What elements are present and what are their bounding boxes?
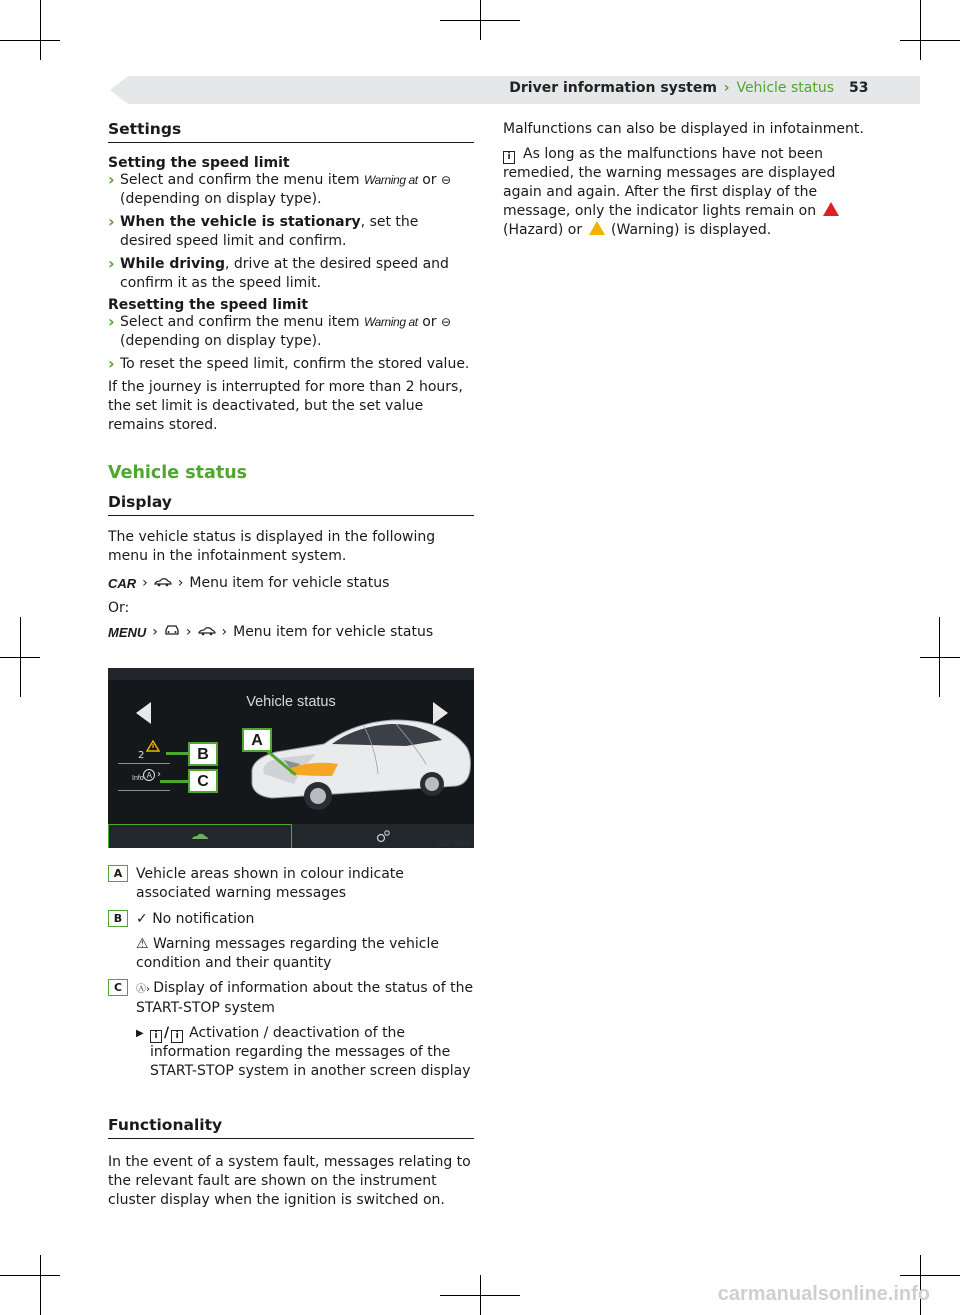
page-number: 53 <box>849 80 869 96</box>
set-limit-title: Setting the speed limit <box>108 155 290 171</box>
settings-note: If the journey is interrupted for more than 2 hours, the set limit is deactivated, but the set value remains stored. <box>108 379 463 433</box>
display-intro: The vehicle status is displayed in the following menu in the infotainment system. <box>108 529 436 564</box>
legend-c-line1-text: Display of information about the status of the START-STOP system <box>136 980 474 1016</box>
step-bold: While driving <box>120 256 226 272</box>
crop-mark <box>920 0 921 60</box>
screen-title: Vehicle status <box>246 694 336 710</box>
set-limit-step-1 <box>108 171 474 209</box>
path-arrow: › <box>221 624 228 640</box>
watermark: carmanualsonline.info <box>717 1283 930 1305</box>
menu-path-1 <box>108 575 474 591</box>
callout-b: B <box>188 742 218 766</box>
step-text: , drive at the desired speed and confirm it as the speed limit. <box>120 256 449 291</box>
step-text: Select and confirm the menu item <box>120 172 364 188</box>
speed-limit-icon: ⊖ <box>440 173 452 187</box>
breadcrumb <box>509 80 834 96</box>
crop-mark <box>900 40 960 41</box>
reset-limit-step-2 <box>108 355 474 374</box>
crop-mark <box>0 40 60 41</box>
or-label: Or: <box>108 600 130 616</box>
screen-status-strip <box>108 668 474 680</box>
step-text: To reset the speed limit, confirm the stored value. <box>120 356 470 372</box>
warning-indicator[interactable] <box>138 740 172 762</box>
legend-b-line1 <box>136 910 474 929</box>
previous-arrow-icon[interactable] <box>136 702 151 724</box>
set-limit-step-2 <box>108 213 474 251</box>
crop-mark <box>939 617 940 697</box>
legend-c <box>108 979 474 1087</box>
step-text: (depending on display type). <box>120 333 322 349</box>
legend-a-text: Vehicle areas shown in colour indicate associated warning messages <box>136 866 404 901</box>
legend-b-line1-text: No notification <box>152 911 255 927</box>
legend-c-sub <box>136 1024 474 1081</box>
set-limit-steps <box>108 171 474 293</box>
display-heading: Display <box>108 493 474 516</box>
speed-limit-icon: ⊖ <box>440 315 452 329</box>
checkmark-icon: ✓ <box>136 911 153 927</box>
legend-key-b: B <box>108 910 128 927</box>
crop-mark <box>20 617 21 697</box>
vehicle-icon <box>154 575 172 591</box>
menu-button-icon: MENU <box>108 624 147 640</box>
reset-limit-steps <box>108 313 474 374</box>
divider-line <box>118 790 170 791</box>
path-arrow: › <box>185 624 192 640</box>
warning-count: 2 <box>138 750 145 761</box>
step-bold: When the vehicle is stationary <box>120 214 361 230</box>
callout-c: C <box>188 769 218 793</box>
info-label: Info <box>132 775 144 782</box>
start-stop-info-icon: Ⓐ› <box>136 984 154 995</box>
legend-a <box>108 865 474 909</box>
path-arrow: › <box>142 575 148 591</box>
right-para-2-text: As long as the malfunctions have not been remedied, the warning messages are displayed again and again. After the first display of the message, only the indicator lights remain on <box>503 146 836 219</box>
start-stop-icon <box>142 768 158 782</box>
hazard-label: (Hazard) or <box>503 222 587 238</box>
crop-mark <box>40 1255 41 1315</box>
info-icon: i <box>503 151 515 164</box>
info-on-icon: i <box>150 1030 162 1043</box>
vehicle-icon <box>191 832 209 842</box>
car-button-icon: CAR <box>108 575 137 591</box>
warning-triangle-icon: ⚠ <box>136 936 154 952</box>
infotainment-screen <box>108 668 474 848</box>
hazard-triangle-icon <box>823 202 839 216</box>
car-front-icon <box>164 624 180 640</box>
screen-tab-bar <box>108 824 474 848</box>
right-column <box>503 120 875 246</box>
right-para-1: Malfunctions can also be displayed in infotainment. <box>503 121 864 137</box>
menu-path-2 <box>108 624 474 640</box>
menu-path-text: Menu item for vehicle status <box>189 575 390 591</box>
start-stop-info-indicator[interactable] <box>132 768 168 786</box>
breadcrumb-section: Driver information system <box>509 80 717 96</box>
legend-b <box>108 910 474 979</box>
crop-mark <box>480 0 481 40</box>
breadcrumb-current: Vehicle status <box>736 80 834 96</box>
reset-limit-step-1 <box>108 313 474 351</box>
step-text: Select and confirm the menu item <box>120 314 364 330</box>
chevron-right-icon: › <box>157 769 161 780</box>
reset-limit-title: Resetting the speed limit <box>108 297 309 313</box>
right-para-2 <box>503 145 875 240</box>
menu-path-text: Menu item for vehicle status <box>233 624 434 640</box>
slash: / <box>164 1025 170 1041</box>
functionality-section <box>108 1116 474 1210</box>
crop-mark <box>40 0 41 60</box>
reset-limit-block <box>108 297 474 374</box>
crop-mark <box>920 657 960 658</box>
menu-item-warning-at: Warning at <box>363 315 418 329</box>
warning-label: (Warning) is displayed. <box>611 222 772 238</box>
breadcrumb-separator: › <box>723 80 730 96</box>
callout-a: A <box>242 728 272 752</box>
functionality-heading: Functionality <box>108 1116 474 1139</box>
tab-vehicle-status[interactable] <box>108 824 292 848</box>
set-limit-step-3 <box>108 255 474 293</box>
step-text: or <box>417 314 441 330</box>
crop-mark <box>900 1275 960 1276</box>
legend-b-line2 <box>136 935 474 973</box>
settings-heading: Settings <box>108 120 474 143</box>
crop-mark <box>0 1275 60 1276</box>
vehicle-icon <box>198 624 216 640</box>
figure-code: S18-0368 <box>436 839 471 848</box>
set-limit-block <box>108 155 474 293</box>
left-column <box>108 120 474 640</box>
crop-mark <box>480 1275 481 1315</box>
legend-key-a: A <box>108 865 128 882</box>
path-arrow: › <box>177 575 184 591</box>
step-text: (depending on display type). <box>120 191 322 207</box>
chapter-title: Vehicle status <box>108 463 248 483</box>
gear-icon <box>375 829 391 843</box>
divider-line <box>118 763 170 764</box>
step-text: , set the desired speed limit and confirm. <box>120 214 419 249</box>
legend-key-c: C <box>108 979 128 996</box>
legend-c-sub-text: Activation / deactivation of the information regarding the messages of the START-STOP system in another screen display <box>150 1025 471 1079</box>
menu-item-warning-at: Warning at <box>363 173 418 187</box>
legend-c-line1 <box>136 979 474 1018</box>
triangle-bullet-icon: ▶ <box>136 1028 144 1039</box>
legend-b-line2-text: Warning messages regarding the vehicle condition and their quantity <box>136 936 439 971</box>
functionality-text: In the event of a system fault, messages relating to the relevant fault are shown on the instrument cluster display when the ignition is switched on. <box>108 1154 471 1208</box>
info-off-icon: i <box>171 1030 183 1043</box>
step-text: or <box>417 172 441 188</box>
warning-triangle-icon <box>146 740 160 752</box>
path-arrow: › <box>152 624 158 640</box>
warning-triangle-icon <box>589 221 605 235</box>
svg-text:A: A <box>146 771 152 780</box>
